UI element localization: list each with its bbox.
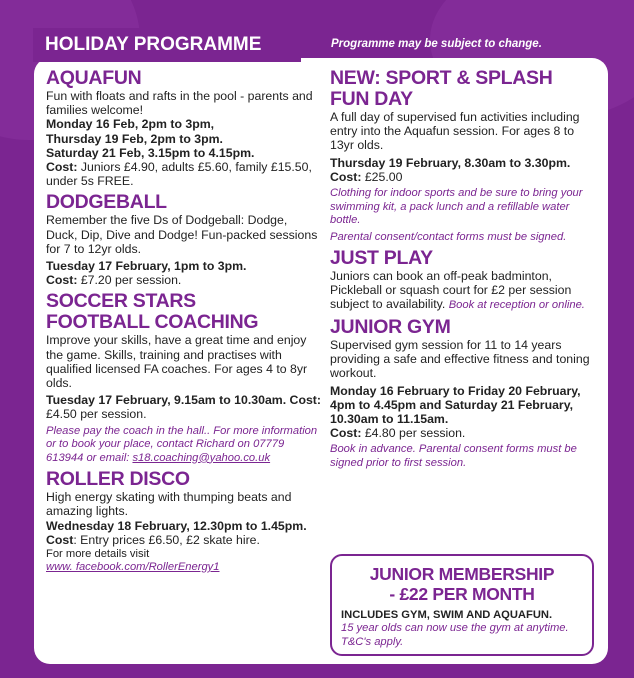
- roller-disco-description: High energy skating with thumping beats and amazing lights.: [46, 490, 292, 519]
- soccer-time: Tuesday 17 February, 9.15am to 10.30am.: [46, 393, 287, 408]
- aquafun-title: AQUAFUN: [46, 67, 142, 89]
- sport-splash-title-line1: NEW: SPORT & SPLASH: [330, 67, 553, 89]
- cost-label: Cost:: [46, 160, 78, 175]
- aquafun-time: Monday 16 Feb, 2pm to 3pm,: [46, 117, 215, 132]
- dodgeball-cost: [46, 273, 321, 287]
- roller-disco-time: Wednesday 18 February, 12.30pm to 1.45pm.: [46, 518, 307, 533]
- roller-disco-section: [46, 469, 321, 575]
- schedule-note: Programme may be subject to change.: [331, 38, 542, 50]
- cost-value: £4.50 per session.: [46, 407, 147, 422]
- sport-splash-section: [330, 68, 596, 244]
- dodgeball-section: [46, 192, 321, 287]
- just-play-title: JUST PLAY: [330, 247, 433, 270]
- roller-disco-title: ROLLER DISCO: [46, 468, 190, 491]
- membership-title-line1: JUNIOR MEMBERSHIP: [369, 564, 555, 584]
- soccer-time-cost: [46, 393, 321, 421]
- junior-gym-title: JUNIOR GYM: [330, 315, 451, 338]
- sport-splash-title-line2: FUN DAY: [330, 88, 413, 110]
- programme-card: [34, 58, 608, 664]
- just-play-note: Book at reception or online.: [448, 299, 585, 312]
- junior-gym-description: Supervised gym session for 11 to 14 years providing a safe and effective fitness and toning workout.: [330, 337, 590, 381]
- soccer-note-text: Please pay the coach in the hall.. For more information or to book your place, contact Richard on 07779 613944 or email:: [46, 424, 318, 464]
- aquafun-description: Fun with floats and rafts in the pool - parents and families welcome!: [46, 89, 313, 118]
- cost-label: Cost:: [330, 426, 362, 441]
- just-play-text: Juniors can book an off-peak badminton, Pickleball or squash court for £2 per session subject to availability.: [330, 269, 572, 312]
- cost-value: £25.00: [361, 169, 403, 184]
- junior-gym-note: Book in advance. Parental consent forms must be signed prior to first session.: [330, 443, 577, 469]
- junior-gym-section: [330, 317, 596, 470]
- soccer-title-line2: FOOTBALL COACHING: [46, 311, 259, 334]
- just-play-section: [330, 248, 596, 313]
- facebook-link[interactable]: www. facebook.com/RollerEnergy1: [46, 561, 220, 574]
- soccer-note: [46, 425, 321, 466]
- cost-label: Cost:: [286, 393, 321, 408]
- sport-splash-time-cost: [330, 156, 596, 184]
- sport-splash-note: Clothing for indoor sports and be sure to bring your swimming kit, a pack lunch and a refillable water bottle.: [330, 187, 583, 227]
- roller-disco-link-line: [46, 561, 321, 575]
- dodgeball-description: Remember the five Ds of Dodgeball: Dodge, Duck, Dip, Dive and Dodge! Fun-packed sessions for 7 to 12yr olds.: [46, 213, 318, 256]
- soccer-email-link[interactable]: s18.coaching@yahoo.co.uk: [132, 451, 271, 464]
- roller-disco-more: For more details visit: [46, 547, 150, 560]
- membership-title-line2: - £22 PER MONTH: [389, 584, 535, 604]
- membership-note: 15 year olds can now use the gym at anytime. T&C's apply.: [341, 622, 569, 648]
- aquafun-cost: [46, 160, 321, 188]
- cost-label: Cost:: [46, 273, 78, 288]
- sport-splash-time: Thursday 19 February, 8.30am to 3.30pm.: [330, 155, 571, 170]
- junior-gym-cost: [330, 426, 596, 440]
- dodgeball-time: Tuesday 17 February, 1pm to 3pm.: [46, 259, 247, 274]
- cost-value: Juniors £4.90, adults £5.60, family £15.50, under 5s FREE.: [46, 160, 312, 189]
- sport-splash-consent-note: Parental consent/contact forms must be signed.: [330, 230, 567, 243]
- aquafun-time: Thursday 19 Feb, 2pm to 3pm.: [46, 131, 223, 146]
- left-column: [46, 68, 321, 579]
- dodgeball-title: DODGEBALL: [46, 191, 167, 214]
- sport-splash-description: A full day of supervised fun activities including entry into the Aquafun session. For ages 8 to 13yr olds.: [330, 110, 580, 153]
- page-title: HOLIDAY PROGRAMME: [33, 28, 301, 62]
- just-play-description: [330, 269, 596, 313]
- roller-disco-cost: [46, 533, 321, 547]
- cost-value: £4.80 per session.: [361, 426, 466, 441]
- soccer-title-line1: SOCCER STARS: [46, 290, 196, 313]
- aquafun-time: Saturday 21 Feb, 3.15pm to 4.15pm.: [46, 145, 255, 160]
- membership-box: [330, 554, 594, 656]
- aquafun-section: [46, 68, 321, 188]
- membership-includes: INCLUDES GYM, SWIM AND AQUAFUN.: [341, 609, 553, 621]
- soccer-description: Improve your skills, have a great time and enjoy the game. Skills, training and practises with qualified licensed FA coaches. For ages 4 to 8yr olds.: [46, 333, 308, 391]
- cost-label: Cost:: [330, 169, 362, 184]
- cost-value: : Entry prices £6.50, £2 skate hire.: [73, 532, 260, 547]
- junior-gym-time: Monday 16 February to Friday 20 February, 4pm to 4.45pm and Saturday 21 February, 10.30am to 11.15am.: [330, 383, 581, 426]
- soccer-section: [46, 291, 321, 465]
- cost-label: Cost: [46, 532, 74, 547]
- cost-value: £7.20 per session.: [77, 273, 182, 288]
- right-column: [330, 68, 596, 474]
